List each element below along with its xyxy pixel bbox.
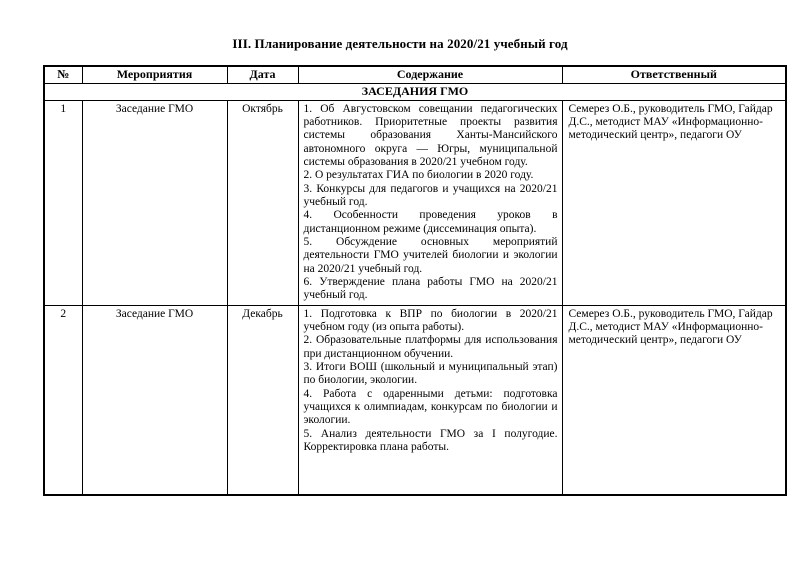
row-content [298, 100, 562, 305]
content-item: 5. Анализ деятельности ГМО за I полугодие. Корректировка плана работы. [303, 427, 558, 454]
column-header-responsible: Ответственный [562, 66, 786, 83]
planning-table [43, 65, 787, 496]
row-date: Декабрь [227, 305, 298, 495]
column-header-date: Дата [227, 66, 298, 83]
content-item: 5. Обсуждение основных мероприятий деятельности ГМО учителей биологии и экологии на 2020/21 учебный год. [303, 236, 558, 275]
row-event: Заседание ГМО [82, 100, 227, 305]
section-row [44, 83, 786, 100]
row-event: Заседание ГМО [82, 305, 227, 495]
row-number: 1 [44, 100, 82, 305]
content-item: 6. Утверждение плана работы ГМО на 2020/21 учебный год. [303, 276, 558, 302]
table-body [44, 100, 786, 495]
column-header-content: Содержание [298, 66, 562, 83]
section-title: ЗАСЕДАНИЯ ГМО [44, 83, 786, 100]
table-row [44, 305, 786, 495]
row-date: Октябрь [227, 100, 298, 305]
row-responsible: Семерез О.Б., руководитель ГМО, Гайдар Д.С., методист МАУ «Информационно-методический центр», педагоги ОУ [562, 100, 786, 305]
content-item: 2. Образовательные платформы для использования при дистанционном обучении. [303, 334, 558, 360]
column-header-number: № [44, 66, 82, 83]
page-title: III. Планирование деятельности на 2020/21 учебный год [232, 36, 568, 51]
header-row [44, 66, 786, 83]
content-item: 4. Работа с одаренными детьми: подготовка учащихся к олимпиадам, конкурсам по биологии и экологии. [303, 387, 558, 427]
content-item: 1. Об Августовском совещании педагогических работников. Приоритетные проекты развития системы образования Ханты-Мансийского автономного округа — Югры, муниципальной системы образования в 2020/21 учебном году. [303, 102, 558, 169]
content-item: 3. Конкурсы для педагогов и учащихся на 2020/21 учебный год. [303, 182, 558, 209]
table-row [44, 100, 786, 305]
row-number: 2 [44, 305, 82, 495]
column-header-events: Мероприятия [82, 66, 227, 83]
content-item: 4. Особенности проведения уроков в дистанционном режиме (диссеминация опыта). [303, 209, 558, 235]
row-content [298, 305, 562, 495]
content-item: 2. О результатах ГИА по биологии в 2020 году. [303, 169, 534, 182]
content-item: 1. Подготовка к ВПР по биологии в 2020/21 учебном году (из опыта работы). [303, 307, 558, 334]
content-item: 3. Итоги ВОШ (школьный и муниципальный этап) по биологии, экологии. [303, 361, 558, 387]
row-responsible: Семерез О.Б., руководитель ГМО, Гайдар Д.С., методист МАУ «Информационно-методический центр», педагоги ОУ [562, 305, 786, 495]
